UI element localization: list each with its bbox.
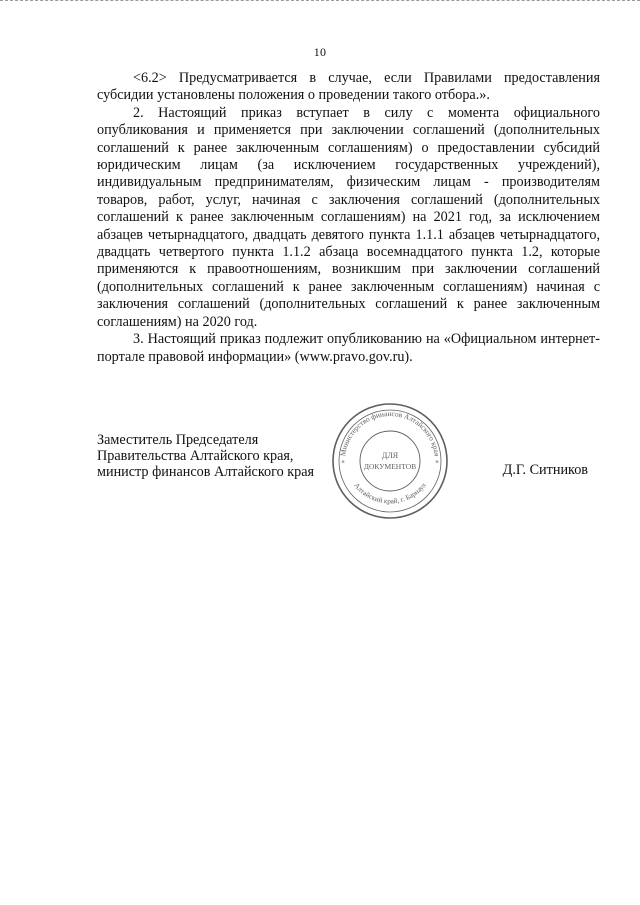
stamp-ring-text-bottom: Алтайский край, г. Барнаул bbox=[352, 481, 428, 506]
signatory-position: Заместитель Председателя Правительства Алтайского края, министр финансов Алтайского края bbox=[97, 432, 315, 480]
top-border-line bbox=[0, 0, 640, 1]
paragraph-item-3: 3. Настоящий приказ подлежит опубликованию на «Официальном интернет-портале правовой информации» (www.pravo.gov.ru). bbox=[97, 331, 600, 365]
star-icon: * bbox=[341, 459, 345, 467]
stamp-center-ring bbox=[360, 431, 420, 491]
stamp-center-text-line1: ДЛЯ bbox=[381, 451, 399, 460]
document-body bbox=[97, 70, 600, 366]
paragraph-item-2: 2. Настоящий приказ вступает в силу с момента официального опубликования и применяется при заключении соглашений (дополнительных соглашений к ранее заключенным соглашениям) о предоставлении субсидий юридическим лицам (за исключением государственных учреждений), индивидуальным предпринимателям, физическим лицам - производителям товаров, работ, услуг, начиная с заключения соглашений (дополнительных соглашений к ранее заключенным соглашениям) на 2021 год, за исключением абзацев четырнадцатого, двадцать девятого пункта 1.1.1 абзацев четырнадцатого, двадцать четвертого пункта 1.1.2 абзаца восемнадцатого пункта 1.2, которые применяются к правоотношениям, возникшим при заключении соглашений (дополнительных соглашений к ранее заключенным соглашениям) начиная с заключения соглашений (дополнительных соглашений к ранее заключенным соглашениям) на 2020 год. bbox=[97, 104, 600, 330]
paragraph-footnote-6-2: <6.2> Предусматривается в случае, если Правилами предоставления субсидии установлены положения о проведении такого отбора.». bbox=[97, 70, 600, 104]
page-number: 10 bbox=[313, 45, 327, 59]
signatory-name: Д.Г. Ситников bbox=[502, 462, 588, 478]
star-icon: * bbox=[435, 459, 439, 467]
stamp-center-text-line2: ДОКУМЕНТОВ bbox=[363, 462, 417, 471]
stamp-ring-text-top: Министерство финансов Алтайского края bbox=[338, 408, 442, 457]
official-seal-stamp bbox=[330, 401, 450, 521]
